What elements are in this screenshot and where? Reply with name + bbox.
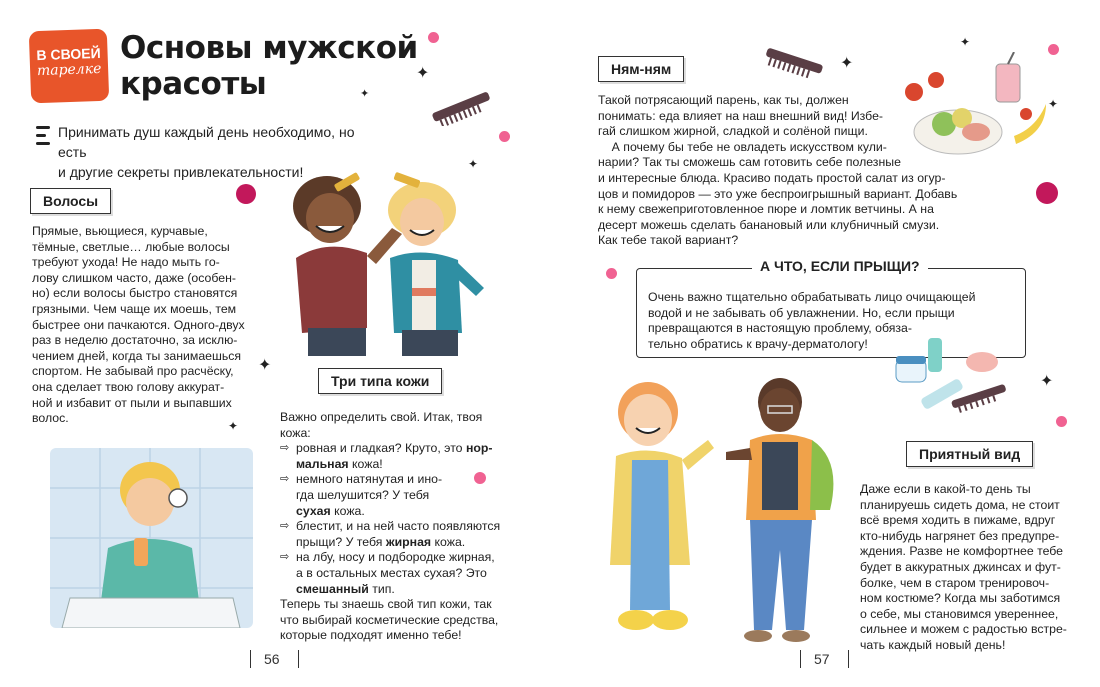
hair-line: она сделает твою голову аккурат- [32, 379, 225, 394]
look-line: кто-нибудь нагрянет без предупре- [860, 528, 1060, 543]
sparkle-icon: ✦ [416, 65, 430, 82]
food-line: гай слишком жирной, сладкой и солёной пищи. [598, 124, 868, 139]
look-line: ном костюме? Когда мы заботимся [860, 591, 1061, 606]
page-number: 56 [264, 651, 280, 667]
skin-intro: кожа: [280, 425, 311, 440]
flower-icon [474, 472, 486, 484]
look-line: будет в аккуратных джинсах и фут- [860, 559, 1061, 574]
page-title [120, 30, 420, 102]
skin-outro: которые подходят именно тебе! [280, 628, 462, 643]
sparkle-icon: ✦ [468, 157, 479, 171]
food-line: и интересные блюда. Красиво подать простой салат из огур- [598, 170, 946, 185]
acne-line: превращаются в настоящую проблему, обяза- [648, 321, 912, 336]
look-line: о себе, мы становимся увереннее, [860, 606, 1059, 621]
acne-line: Очень важно тщательно обрабатывать лицо очищающей [648, 290, 976, 304]
hair-text [32, 224, 247, 427]
look-line: Даже если в какой-то день ты [860, 482, 1031, 496]
acne-heading: А ЧТО, ЕСЛИ ПРЫЩИ? [752, 258, 928, 274]
badge-line2: тарелке [36, 60, 102, 80]
flower-icon [428, 32, 439, 43]
food-line: нарии? Так ты сможешь сам готовить себе полезные [598, 155, 901, 170]
sparkle-icon: ✦ [960, 35, 971, 49]
acne-line: тельно обратись к врачу-дерматологу! [648, 336, 868, 351]
food-line: десерт можешь сделать банановый или клубничный смузи. [598, 217, 940, 232]
skin-tag: Три типа кожи [318, 368, 442, 394]
look-line: всё время ходить в пижаме, вдруг [860, 513, 1056, 528]
skin-outro: что выбирай косметические средства, [280, 612, 499, 627]
hair-line: грязными. Чем чаще их моешь, тем [32, 301, 237, 316]
hair-line: тёмные, светлые… любые волосы [32, 239, 230, 254]
flower-icon [236, 184, 256, 204]
sparkle-icon: ✦ [258, 357, 272, 374]
food-tag: Ням-ням [598, 56, 684, 82]
look-line: сильнее и можем с радостью встре- [860, 622, 1067, 637]
comb-icon [760, 48, 826, 82]
title-line2: красоты [120, 66, 267, 102]
boys-combing-illustration [272, 168, 490, 356]
look-line: болке, чем в старом тренировоч- [860, 575, 1050, 590]
list-item: ⇨ блестит, и на ней часто появляются прыщи? У тебя жирная кожа. [280, 519, 510, 550]
list-item: ⇨ на лбу, носу и подбородке жирная, а в остальных местах сухая? Это смешанный тип. [280, 550, 510, 597]
look-line: планируешь сидеть дома, не стоит [860, 497, 1060, 512]
food-line: понимать: еда влияет на наш внешний вид! Избе- [598, 108, 884, 123]
hair-line: чением дней, когда ты занимаешься [32, 348, 242, 363]
sparkle-icon: ✦ [360, 88, 370, 100]
hair-line: раз в неделю достаточно, за исклю- [32, 333, 238, 348]
flower-icon [606, 268, 617, 279]
hair-line: быстрее они пачкаются. Одного-двух [32, 317, 245, 332]
look-line: ждения. Разве не комфортнее тебе [860, 544, 1064, 559]
flower-icon [499, 131, 510, 142]
look-line: чать каждый новый день! [860, 637, 1006, 652]
boys-talking-illustration [590, 370, 850, 650]
list-item: ⇨ немного натянутая и ино- гда шелушится? У тебя сухая кожа. [280, 472, 510, 519]
comb-icon [428, 92, 496, 126]
flower-icon [1056, 416, 1067, 427]
look-text [860, 482, 1080, 654]
food-line: Как тебе такой вариант? [598, 233, 739, 248]
sparkle-icon: ✦ [228, 419, 239, 433]
acne-line: водой и не забывать об увлажнении. Но, если прыщи [648, 305, 955, 320]
food-line: Такой потрясающий парень, как ты, должен [598, 93, 849, 107]
title-line1: Основы мужской [120, 30, 418, 66]
flower-icon [1036, 182, 1058, 204]
hair-line: требуют ухода! Не надо мыть го- [32, 255, 220, 270]
hair-line: ной и избавит от пыли и выпавших [32, 395, 232, 410]
cosmetics-illustration [890, 330, 1016, 414]
boy-shaving-illustration [50, 448, 253, 628]
list-item: ⇨ ровная и гладкая? Круто, это нор- мальная кожа! [280, 441, 510, 472]
badge-line1: В СВОЕЙ [36, 44, 101, 64]
food-line: к нему свежеприготовленное пюре и ломтик ветчины. А на [598, 202, 934, 217]
intro-line2: и другие секреты привлекательности! [58, 164, 304, 180]
hair-line: но) если волосы быстро становятся [32, 286, 238, 301]
hair-line: Прямые, вьющиеся, курчавые, [32, 224, 208, 238]
flower-icon [1048, 44, 1059, 55]
hair-line: спортом. Не забывай про расчёску, [32, 364, 234, 379]
look-tag: Приятный вид [906, 441, 1033, 467]
page-number-right [800, 650, 852, 668]
food-line: А почему бы тебе не овладеть искусством кули- [598, 139, 887, 154]
sparkle-icon: ✦ [1048, 97, 1059, 111]
hair-tag: Волосы [30, 188, 111, 214]
sparkle-icon: ✦ [1040, 373, 1054, 390]
food-line: цов и помидоров — это уже беспроигрышный вариант. Добавь [598, 186, 958, 201]
hair-line: лову слишком часто, даже (особен- [32, 270, 237, 285]
intro-line1: Принимать душ каждый день необходимо, но есть [58, 124, 355, 160]
sparkle-icon: ✦ [840, 55, 854, 72]
skin-text [280, 410, 510, 644]
section-badge [29, 29, 109, 104]
food-plate-illustration [896, 52, 1059, 162]
skin-list [280, 441, 510, 597]
dash-icon [36, 126, 50, 150]
page-number-left [250, 650, 302, 668]
skin-outro: Теперь ты знаешь свой тип кожи, так [280, 597, 492, 612]
skin-intro: Важно определить свой. Итак, твоя [280, 410, 483, 424]
hair-line: волос. [32, 411, 69, 426]
page-number: 57 [814, 651, 830, 667]
